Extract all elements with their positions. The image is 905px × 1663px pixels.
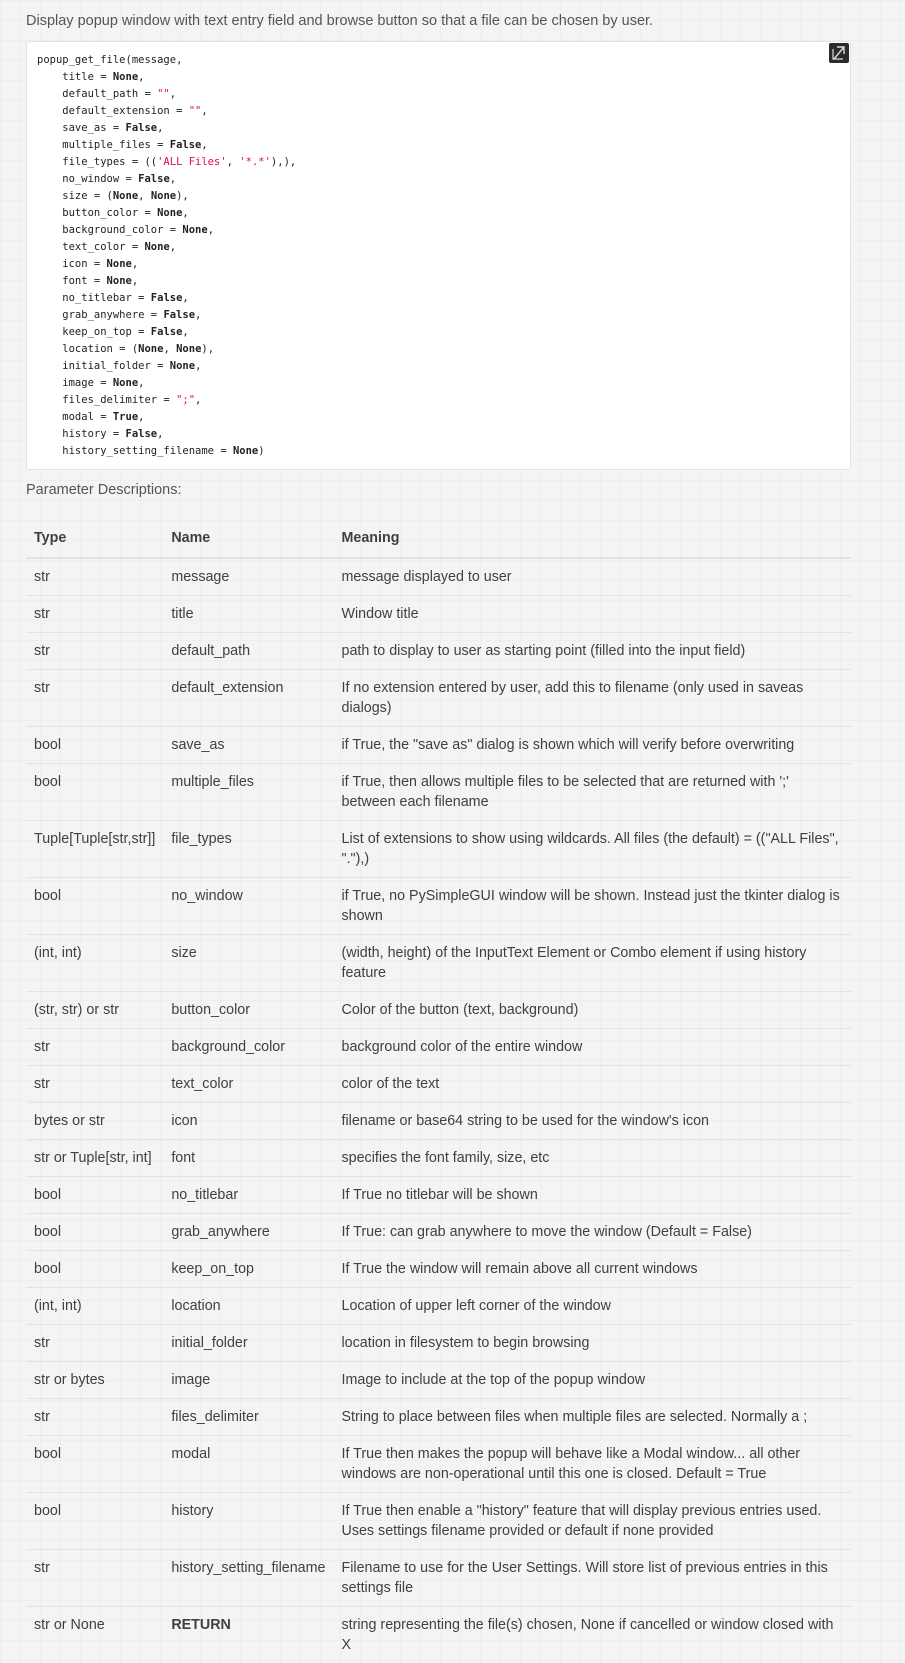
param-type: bool [26, 1493, 163, 1550]
param-type: bool [26, 1177, 163, 1214]
table-row-return [26, 1607, 851, 1663]
table-row [26, 1214, 851, 1251]
param-name: button_color [163, 992, 333, 1029]
param-meaning: If no extension entered by user, add this to filename (only used in saveas dialogs) [334, 670, 852, 727]
param-name: default_extension [163, 670, 333, 727]
param-meaning: color of the text [334, 1066, 852, 1103]
param-name: font [163, 1140, 333, 1177]
param-type: str [26, 1325, 163, 1362]
param-name: initial_folder [163, 1325, 333, 1362]
code-block [26, 41, 851, 470]
param-meaning: path to display to user as starting point (filled into the input field) [334, 633, 852, 670]
table-row [26, 1029, 851, 1066]
param-type: str or Tuple[str, int] [26, 1140, 163, 1177]
param-name: no_titlebar [163, 1177, 333, 1214]
table-row [26, 1103, 851, 1140]
table-row [26, 1550, 851, 1607]
param-name: text_color [163, 1066, 333, 1103]
param-name: keep_on_top [163, 1251, 333, 1288]
param-type: str [26, 670, 163, 727]
parameter-descriptions-heading: Parameter Descriptions: [26, 470, 851, 518]
param-meaning: Filename to use for the User Settings. Will store list of previous entries in this settings file [334, 1550, 852, 1607]
param-meaning: If True no titlebar will be shown [334, 1177, 852, 1214]
param-type: bool [26, 727, 163, 764]
param-meaning: if True, the "save as" dialog is shown which will verify before overwriting [334, 727, 852, 764]
param-type: str or None [26, 1607, 163, 1663]
param-name: grab_anywhere [163, 1214, 333, 1251]
header-name: Name [163, 518, 333, 558]
table-row [26, 764, 851, 821]
param-meaning: Location of upper left corner of the window [334, 1288, 852, 1325]
param-name: size [163, 935, 333, 992]
table-row [26, 1140, 851, 1177]
param-meaning: if True, then allows multiple files to be selected that are returned with ';' between each filename [334, 764, 852, 821]
param-name: background_color [163, 1029, 333, 1066]
param-type: bool [26, 878, 163, 935]
param-name: location [163, 1288, 333, 1325]
param-meaning: Color of the button (text, background) [334, 992, 852, 1029]
table-row [26, 935, 851, 992]
param-meaning: specifies the font family, size, etc [334, 1140, 852, 1177]
param-name: no_window [163, 878, 333, 935]
param-type: bool [26, 1436, 163, 1493]
table-row [26, 633, 851, 670]
param-type: str [26, 1029, 163, 1066]
param-name: title [163, 596, 333, 633]
param-meaning: List of extensions to show using wildcards. All files (the default) = (("ALL Files", "."),) [334, 821, 852, 878]
table-row [26, 727, 851, 764]
param-meaning: If True then makes the popup will behave like a Modal window... all other windows are non-operational until this one is closed. Default = True [334, 1436, 852, 1493]
param-name: history_setting_filename [163, 1550, 333, 1607]
param-type: Tuple[Tuple[str,str]] [26, 821, 163, 878]
param-type: str [26, 1550, 163, 1607]
function-description: Display popup window with text entry field and browse button so that a file can be chosen by user. [26, 0, 851, 41]
param-meaning: if True, no PySimpleGUI window will be shown. Instead just the tkinter dialog is shown [334, 878, 852, 935]
param-name: default_path [163, 633, 333, 670]
table-row [26, 1251, 851, 1288]
param-type: bytes or str [26, 1103, 163, 1140]
param-name: files_delimiter [163, 1399, 333, 1436]
param-meaning: filename or base64 string to be used for the window's icon [334, 1103, 852, 1140]
param-type: bool [26, 764, 163, 821]
header-meaning: Meaning [334, 518, 852, 558]
table-row [26, 558, 851, 596]
table-row [26, 1177, 851, 1214]
param-meaning: (width, height) of the InputText Element or Combo element if using history feature [334, 935, 852, 992]
param-meaning: background color of the entire window [334, 1029, 852, 1066]
param-type: bool [26, 1251, 163, 1288]
param-type: (int, int) [26, 935, 163, 992]
param-name: save_as [163, 727, 333, 764]
table-row [26, 1325, 851, 1362]
param-name: image [163, 1362, 333, 1399]
param-meaning: If True: can grab anywhere to move the window (Default = False) [334, 1214, 852, 1251]
parameter-table [26, 518, 851, 1663]
param-name: icon [163, 1103, 333, 1140]
table-row [26, 992, 851, 1029]
param-type: bool [26, 1214, 163, 1251]
table-row [26, 1436, 851, 1493]
param-meaning: message displayed to user [334, 558, 852, 596]
table-row [26, 1362, 851, 1399]
param-type: str [26, 1066, 163, 1103]
table-row [26, 878, 851, 935]
param-type: str [26, 596, 163, 633]
param-meaning: If True the window will remain above all current windows [334, 1251, 852, 1288]
param-name: RETURN [163, 1607, 333, 1663]
header-type: Type [26, 518, 163, 558]
param-meaning: String to place between files when multiple files are selected. Normally a ; [334, 1399, 852, 1436]
param-type: str [26, 558, 163, 596]
param-name: multiple_files [163, 764, 333, 821]
param-type: (int, int) [26, 1288, 163, 1325]
table-row [26, 596, 851, 633]
param-name: history [163, 1493, 333, 1550]
table-row [26, 1399, 851, 1436]
doc-content [26, 0, 851, 1663]
param-meaning: location in filesystem to begin browsing [334, 1325, 852, 1362]
param-type: str [26, 1399, 163, 1436]
param-meaning: If True then enable a "history" feature that will display previous entries used. Uses settings filename provided or default if none provided [334, 1493, 852, 1550]
param-name: message [163, 558, 333, 596]
table-row [26, 821, 851, 878]
param-meaning: string representing the file(s) chosen, None if cancelled or window closed with X [334, 1607, 852, 1663]
param-name: file_types [163, 821, 333, 878]
table-row [26, 670, 851, 727]
param-meaning: Image to include at the top of the popup window [334, 1362, 852, 1399]
param-name: modal [163, 1436, 333, 1493]
function-signature: popup_get_file(message, title = None, default_path = "", default_extension = "", save_as = False, multiple_files = False, file_types = (('ALL Files', '*.*'),), no_window = False, size = (None, None), button_color = None, background_color = None, text_color = None, icon = None, font = None, no_titlebar = False, grab_anywhere = False, keep_on_top = False, location = (None, None), initial_folder = None, image = None, files_delimiter = ";", modal = True, history = False, history_setting_filename = None) [37, 52, 840, 460]
param-type: (str, str) or str [26, 992, 163, 1029]
copy-code-icon[interactable] [829, 43, 849, 63]
table-row [26, 1493, 851, 1550]
table-header-row [26, 518, 851, 558]
param-type: str or bytes [26, 1362, 163, 1399]
table-row [26, 1066, 851, 1103]
table-row [26, 1288, 851, 1325]
param-type: str [26, 633, 163, 670]
param-meaning: Window title [334, 596, 852, 633]
